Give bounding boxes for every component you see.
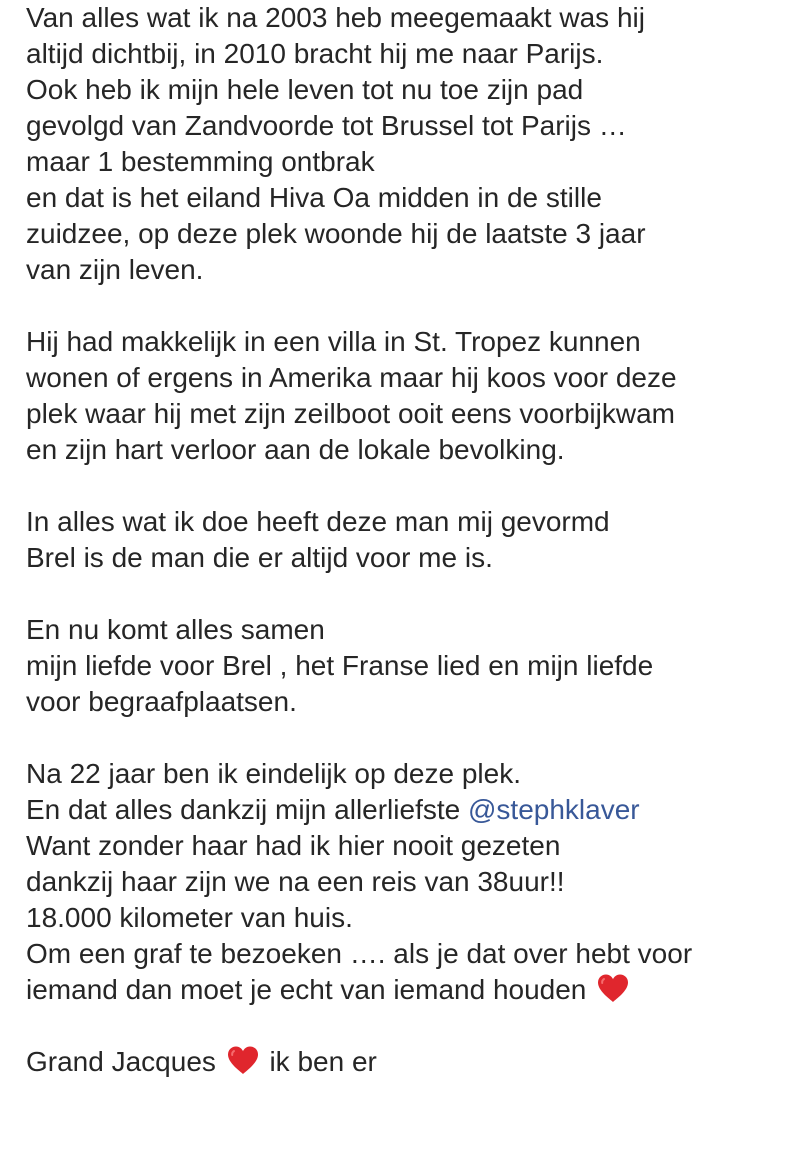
caption-line: En nu komt alles samen <box>26 614 325 645</box>
blank-line <box>26 576 786 612</box>
closing-text-suffix: ik ben er <box>269 1046 377 1077</box>
blank-line <box>26 720 786 756</box>
closing-line <box>26 1044 786 1080</box>
caption-line: Brel is de man die er altijd voor me is. <box>26 542 493 573</box>
caption-line: zuidzee, op deze plek woonde hij de laatste 3 jaar <box>26 218 646 249</box>
caption-line: maar 1 bestemming ontbrak <box>26 146 375 177</box>
caption-line: plek waar hij met zijn zeilboot ooit eens voorbijkwam <box>26 398 675 429</box>
caption-line: Na 22 jaar ben ik eindelijk op deze plek. <box>26 758 521 789</box>
caption-line: gevolgd van Zandvoorde tot Brussel tot Parijs … <box>26 110 627 141</box>
caption-line: Ook heb ik mijn hele leven tot nu toe zijn pad <box>26 74 584 105</box>
caption-line: Want zonder haar had ik hier nooit gezeten <box>26 830 561 861</box>
mention-line <box>26 792 786 828</box>
caption-line: altijd dichtbij, in 2010 bracht hij me naar Parijs. <box>26 38 604 69</box>
heart-line <box>26 972 786 1008</box>
caption-line: wonen of ergens in Amerika maar hij koos voor deze <box>26 362 677 393</box>
heart-line-text: iemand dan moet je echt van iemand houden <box>26 974 587 1005</box>
heart-icon <box>596 973 630 1003</box>
caption-line: en dat is het eiland Hiva Oa midden in de stille <box>26 182 602 213</box>
caption-line: en zijn hart verloor aan de lokale bevolking. <box>26 434 565 465</box>
post-caption <box>26 0 786 1080</box>
caption-line: dankzij haar zijn we na een reis van 38uur!! <box>26 866 565 897</box>
caption-line: Hij had makkelijk in een villa in St. Tropez kunnen <box>26 326 641 357</box>
caption-line: mijn liefde voor Brel , het Franse lied en mijn liefde <box>26 650 654 681</box>
heart-icon <box>226 1045 260 1075</box>
caption-text-block <box>26 0 786 792</box>
caption-line: voor begraafplaatsen. <box>26 686 297 717</box>
caption-line: Van alles wat ik na 2003 heb meegemaakt was hij <box>26 2 645 33</box>
caption-line: In alles wat ik doe heeft deze man mij gevormd <box>26 506 610 537</box>
blank-line <box>26 468 786 504</box>
caption-line: Om een graf te bezoeken …. als je dat over hebt voor <box>26 938 693 969</box>
blank-line <box>26 288 786 324</box>
mention-link[interactable]: @stephklaver <box>467 794 640 825</box>
caption-line: van zijn leven. <box>26 254 204 285</box>
mention-line-text: En dat alles dankzij mijn allerliefste <box>26 794 468 825</box>
blank-line <box>26 1008 786 1044</box>
caption-text-block-after <box>26 828 786 972</box>
closing-text-prefix: Grand Jacques <box>26 1046 216 1077</box>
caption-line: 18.000 kilometer van huis. <box>26 902 353 933</box>
